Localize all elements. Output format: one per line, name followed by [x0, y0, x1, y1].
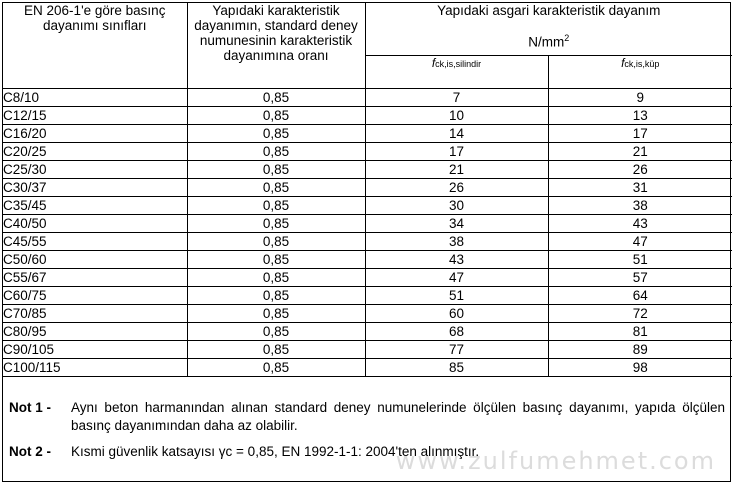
row-class: C8/10 — [3, 89, 187, 107]
row-class: C70/85 — [3, 305, 187, 323]
header-cube — [548, 56, 732, 89]
row-cube: 89 — [548, 341, 732, 359]
row-ratio: 0,85 — [187, 89, 365, 107]
row-cylinder: 26 — [365, 179, 548, 197]
row-cube: 51 — [548, 251, 732, 269]
strength-classes-table — [3, 3, 732, 377]
header-cylinder-f: f — [431, 56, 436, 70]
table-row — [3, 161, 732, 179]
row-ratio: 0,85 — [187, 107, 365, 125]
row-class: C35/45 — [3, 197, 187, 215]
table-row — [3, 269, 732, 287]
header-unit-base: N/mm — [528, 34, 565, 49]
table-row — [3, 341, 732, 359]
row-class: C25/30 — [3, 161, 187, 179]
row-class: C45/55 — [3, 233, 187, 251]
row-class: C20/25 — [3, 143, 187, 161]
note-1-text: Aynı beton harmanından alınan standard deney numunelerinde ölçülen basınç dayanımı, yapıda ölçülen basınç dayanımından daha az olabilir. — [71, 400, 725, 433]
row-cube: 9 — [548, 89, 732, 107]
table-row — [3, 215, 732, 233]
row-cube: 57 — [548, 269, 732, 287]
row-ratio: 0,85 — [187, 215, 365, 233]
row-ratio: 0,85 — [187, 287, 365, 305]
row-cylinder: 77 — [365, 341, 548, 359]
note-2-label: Not 2 - — [9, 444, 51, 459]
row-ratio: 0,85 — [187, 359, 365, 377]
strength-table-frame — [2, 2, 731, 482]
row-ratio: 0,85 — [187, 143, 365, 161]
table-row — [3, 197, 732, 215]
header-cylinder — [365, 56, 548, 89]
header-cube-f: f — [621, 56, 625, 70]
row-cube: 13 — [548, 107, 732, 125]
row-cube: 31 — [548, 179, 732, 197]
header-unit-exp: 2 — [564, 32, 570, 43]
row-cylinder: 51 — [365, 287, 548, 305]
row-ratio: 0,85 — [187, 341, 365, 359]
header-cube-sub: ck,is,küp — [624, 59, 660, 69]
row-cube: 26 — [548, 161, 732, 179]
table-row — [3, 323, 732, 341]
row-class: C80/95 — [3, 323, 187, 341]
row-cube: 43 — [548, 215, 732, 233]
table-row — [3, 143, 732, 161]
header-unit — [366, 33, 733, 50]
row-cube: 38 — [548, 197, 732, 215]
row-cube: 21 — [548, 143, 732, 161]
row-class: C30/37 — [3, 179, 187, 197]
row-cylinder: 43 — [365, 251, 548, 269]
row-ratio: 0,85 — [187, 161, 365, 179]
row-class: C50/60 — [3, 251, 187, 269]
note-1-label: Not 1 - — [9, 400, 51, 415]
row-cylinder: 17 — [365, 143, 548, 161]
table-row — [3, 179, 732, 197]
row-cylinder: 60 — [365, 305, 548, 323]
row-cube: 81 — [548, 323, 732, 341]
row-ratio: 0,85 — [187, 233, 365, 251]
header-cylinder-sub: ck,is,silindir — [435, 59, 482, 69]
row-ratio: 0,85 — [187, 305, 365, 323]
row-cylinder: 7 — [365, 89, 548, 107]
watermark: www.zulfumehmet.com — [395, 447, 716, 475]
table-body — [3, 89, 732, 377]
row-cylinder: 68 — [365, 323, 548, 341]
row-class: C16/20 — [3, 125, 187, 143]
row-class: C90/105 — [3, 341, 187, 359]
row-class: C40/50 — [3, 215, 187, 233]
row-cylinder: 85 — [365, 359, 548, 377]
row-cylinder: 14 — [365, 125, 548, 143]
row-cube: 98 — [548, 359, 732, 377]
row-cube: 72 — [548, 305, 732, 323]
table-row — [3, 359, 732, 377]
row-ratio: 0,85 — [187, 323, 365, 341]
row-cylinder: 30 — [365, 197, 548, 215]
row-cube: 47 — [548, 233, 732, 251]
row-ratio: 0,85 — [187, 251, 365, 269]
row-cylinder: 34 — [365, 215, 548, 233]
note-2-text: Kısmi güvenlik katsayısı γc = 0,85, EN 1992-1-1: 2004'ten alınmıştır. — [71, 444, 480, 459]
row-ratio: 0,85 — [187, 197, 365, 215]
row-cube: 64 — [548, 287, 732, 305]
row-cube: 17 — [548, 125, 732, 143]
row-class: C12/15 — [3, 107, 187, 125]
header-min-strength-title: Yapıdaki asgari karakteristik dayanım — [437, 3, 661, 18]
header-min-strength — [365, 3, 732, 56]
row-ratio: 0,85 — [187, 269, 365, 287]
row-ratio: 0,85 — [187, 125, 365, 143]
row-class: C100/115 — [3, 359, 187, 377]
row-cylinder: 47 — [365, 269, 548, 287]
note-1 — [9, 399, 725, 435]
header-ratio: Yapıdaki karakteristik dayanımın, standard deney numunesinin karakteristik dayanımına oranı — [187, 3, 365, 89]
table-row — [3, 305, 732, 323]
table-row — [3, 233, 732, 251]
row-cylinder: 21 — [365, 161, 548, 179]
table-row — [3, 107, 732, 125]
row-class: C55/67 — [3, 269, 187, 287]
header-strength-class: EN 206-1'e göre basınç dayanımı sınıfları — [3, 3, 187, 89]
table-row — [3, 89, 732, 107]
row-cylinder: 10 — [365, 107, 548, 125]
table-row — [3, 125, 732, 143]
table-row — [3, 251, 732, 269]
row-ratio: 0,85 — [187, 179, 365, 197]
table-row — [3, 287, 732, 305]
row-class: C60/75 — [3, 287, 187, 305]
row-cylinder: 38 — [365, 233, 548, 251]
